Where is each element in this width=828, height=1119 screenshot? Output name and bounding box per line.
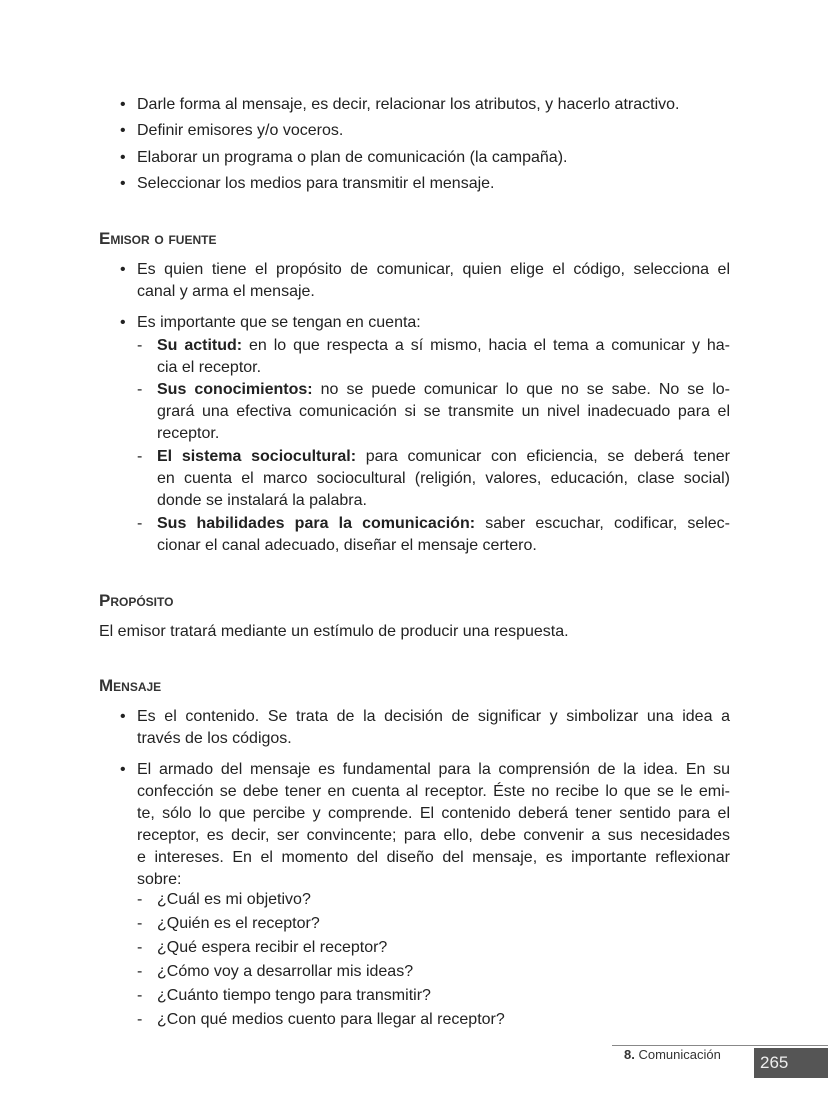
text-run: confección se debe tener en cuenta al receptor. Éste no recibe lo que se le emi- [137, 783, 730, 800]
dash-marker: - [137, 891, 143, 908]
dash-marker: - [137, 381, 143, 398]
text-run: sobre: [137, 871, 182, 888]
list-item-line [137, 174, 494, 194]
text-run: cia el receptor. [157, 359, 262, 376]
list-item-line [137, 760, 730, 780]
text-run: Seleccionar los medios para transmitir el mensaje. [137, 175, 495, 192]
list-item-line [137, 95, 679, 115]
text-run: receptor. [157, 425, 220, 442]
bullet-marker: • [120, 175, 126, 192]
list-item-line [157, 469, 730, 489]
text-run: canal y arma el mensaje. [137, 283, 315, 300]
footer-chapter [624, 1047, 721, 1062]
text-run: Es importante que se tengan en cuenta: [137, 314, 421, 331]
page-number: 265 [754, 1048, 828, 1078]
dash-marker: - [137, 448, 143, 465]
bold-term: El sistema sociocultural: [157, 448, 357, 465]
list-item-line [137, 729, 292, 749]
list-item-line [157, 962, 413, 982]
text-run: Es el contenido. Se trata de la decisión de significar y simbolizar una idea a [137, 708, 730, 725]
dash-marker: - [137, 1011, 143, 1028]
chapter-title: Comunicación [634, 1047, 721, 1062]
bullet-marker: • [120, 261, 126, 278]
text-run: Elaborar un programa o plan de comunicación (la campaña). [137, 149, 568, 166]
bullet-marker: • [120, 149, 126, 166]
paragraph-line [99, 622, 569, 642]
text-run: través de los códigos. [137, 730, 292, 747]
list-item-line [137, 826, 730, 846]
list-item-line [137, 282, 315, 302]
list-item-line [157, 890, 311, 910]
list-item-line [157, 986, 431, 1006]
bullet-marker: • [120, 96, 126, 113]
list-item-line [137, 707, 730, 727]
bullet-marker: • [120, 708, 126, 725]
section-heading: Mensaje [99, 676, 162, 695]
text-run: ¿Cuánto tiempo tengo para transmitir? [157, 987, 431, 1004]
dash-marker: - [137, 987, 143, 1004]
list-item-line [157, 491, 367, 511]
list-item-line [157, 380, 730, 400]
text-run: ¿Con qué medios cuento para llegar al receptor? [157, 1011, 505, 1028]
text-run: en cuenta el marco sociocultural (religión, valores, educación, clase social) [157, 470, 730, 487]
dash-marker: - [137, 963, 143, 980]
list-item-line [157, 536, 537, 556]
text-run: para comunicar con eficiencia, se deberá tener [356, 448, 730, 465]
text-run: El armado del mensaje es fundamental para la comprensión de la idea. En su [137, 761, 730, 778]
list-item-line [157, 358, 261, 378]
list-item-line [157, 402, 730, 422]
text-run: no se puede comunicar lo que no se sabe. No se lo- [312, 381, 730, 398]
text-run: ¿Qué espera recibir el receptor? [157, 939, 388, 956]
text-run: Es quien tiene el propósito de comunicar, quien elige el código, selecciona el [137, 261, 730, 278]
text-run: ¿Cuál es mi objetivo? [157, 891, 311, 908]
bold-term: Su actitud: [157, 337, 243, 354]
text-run: ¿Cómo voy a desarrollar mis ideas? [157, 963, 414, 980]
dash-marker: - [137, 515, 143, 532]
chapter-number: 8. [624, 1047, 635, 1062]
dash-marker: - [137, 915, 143, 932]
text-run: te, sólo lo que percibe y comprende. El contenido deberá tener sentido para el [137, 805, 730, 822]
bullet-marker: • [120, 122, 126, 139]
list-item-line [137, 148, 567, 168]
list-item-line [157, 1010, 505, 1030]
list-item-line [157, 938, 387, 958]
list-item-line [157, 914, 320, 934]
dash-marker: - [137, 337, 143, 354]
dash-marker: - [137, 939, 143, 956]
text-run: en lo que respecta a sí mismo, hacia el tema a comunicar y ha- [242, 337, 731, 354]
footer-rule [612, 1045, 828, 1046]
text-run: cionar el canal adecuado, diseñar el mensaje certero. [157, 537, 537, 554]
bold-term: Sus habilidades para la comunicación: [157, 515, 476, 532]
list-item-line [157, 514, 730, 534]
section-heading: Emisor o fuente [99, 229, 217, 248]
list-item-line [137, 313, 421, 333]
bullet-marker: • [120, 314, 126, 331]
list-item-line [157, 336, 730, 356]
list-item-line [157, 424, 219, 444]
bullet-marker: • [120, 761, 126, 778]
text-run: donde se instalará la palabra. [157, 492, 367, 509]
text-run: e intereses. En el momento del diseño del mensaje, es importante reflexionar [137, 849, 730, 866]
list-item-line [137, 782, 730, 802]
list-item-line [157, 447, 730, 467]
text-run: El emisor tratará mediante un estímulo de producir una respuesta. [99, 623, 569, 640]
text-run: ¿Quién es el receptor? [157, 915, 320, 932]
text-run: receptor, es decir, ser convincente; para ello, debe convenir a sus necesidades [137, 827, 730, 844]
text-run: Definir emisores y/o voceros. [137, 122, 344, 139]
list-item-line [137, 870, 181, 890]
bold-term: Sus conocimientos: [157, 381, 313, 398]
text-run: Darle forma al mensaje, es decir, relacionar los atributos, y hacerlo atractivo. [137, 96, 680, 113]
section-heading: Propósito [99, 591, 174, 610]
text-run: grará una efectiva comunicación si se transmite un nivel inadecuado para el [157, 403, 730, 420]
text-run: saber escuchar, codificar, selec- [475, 515, 730, 532]
list-item-line [137, 121, 343, 141]
list-item-line [137, 804, 730, 824]
list-item-line [137, 260, 730, 280]
list-item-line [137, 848, 730, 868]
